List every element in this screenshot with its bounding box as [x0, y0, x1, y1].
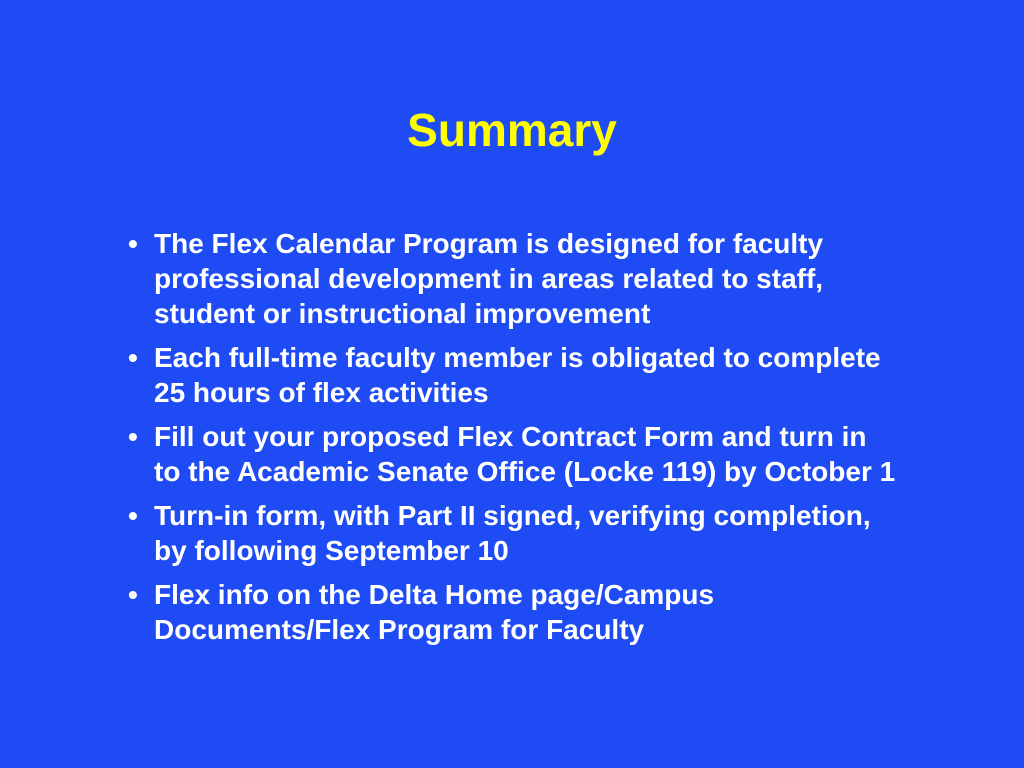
bullet-dot-icon: • [128, 579, 138, 610]
bullet-text: Each full-time faculty member is obligated to complete 25 hours of flex activities [154, 342, 881, 408]
bullet-dot-icon: • [128, 500, 138, 531]
bullet-text: Turn-in form, with Part II signed, verifying completion, by following September 10 [154, 500, 871, 566]
bullet-text: The Flex Calendar Program is designed for faculty professional development in areas related to staff, student or instructional improvement [154, 228, 824, 329]
bullet-item-turn-in-form [118, 498, 898, 568]
bullet-item-contract-form [118, 419, 898, 489]
bullet-dot-icon: • [128, 421, 138, 452]
bullet-list [118, 226, 898, 656]
bullet-item-flex-info [118, 577, 898, 647]
bullet-dot-icon: • [128, 342, 138, 373]
bullet-text: Flex info on the Delta Home page/Campus Documents/Flex Program for Faculty [154, 579, 715, 645]
bullet-item-flex-program [118, 226, 898, 331]
bullet-dot-icon: • [128, 228, 138, 259]
slide-title: Summary [407, 104, 617, 156]
bullet-text: Fill out your proposed Flex Contract Form and turn in to the Academic Senate Office (Locke 119) by October 1 [154, 421, 896, 487]
bullet-item-faculty-obligation [118, 340, 898, 410]
